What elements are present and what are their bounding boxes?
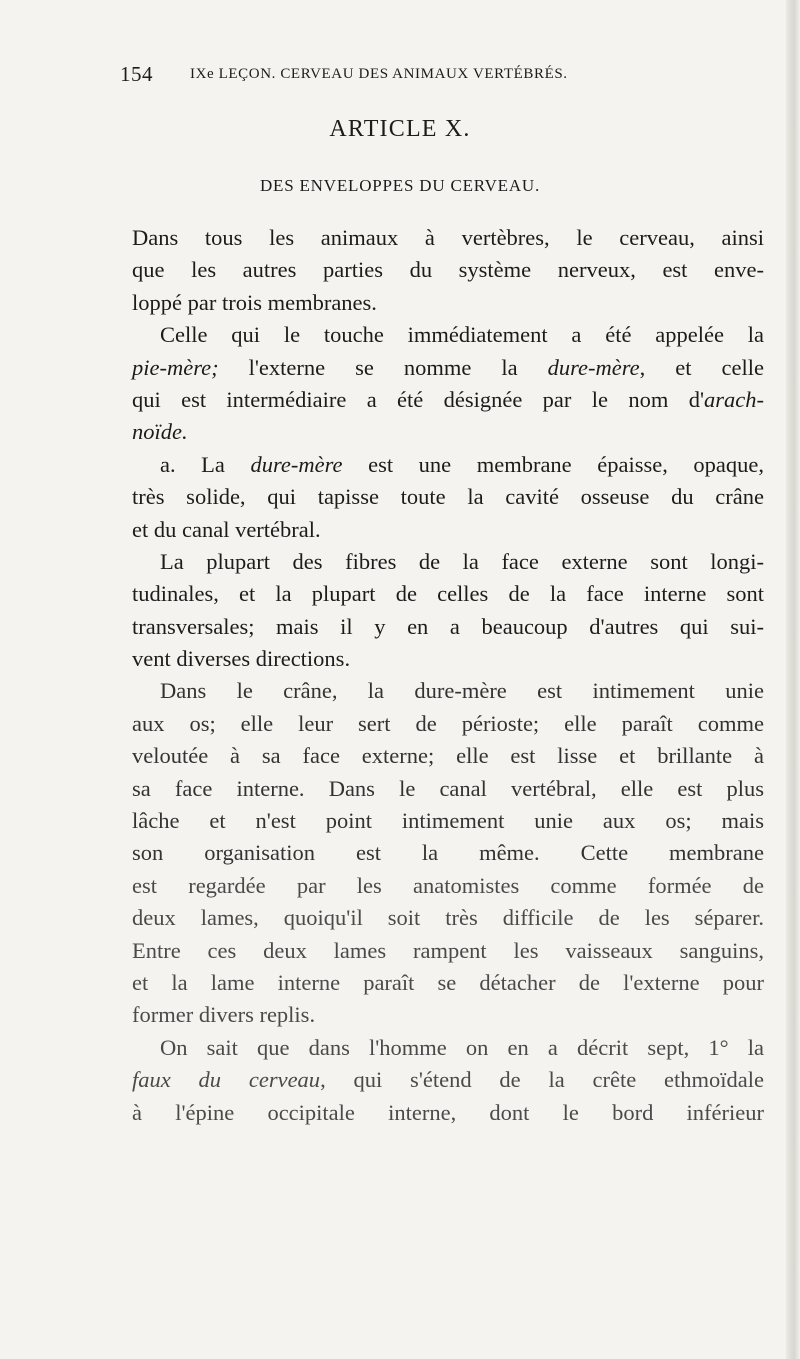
page-edge	[786, 0, 800, 1359]
page-number: 154	[120, 62, 153, 86]
text-line: tudinales, et la plupart de celles de la face interne sont	[132, 581, 764, 607]
text-line: vent diverses directions.	[132, 646, 351, 672]
text-line: Dans tous les animaux à vertèbres, le cerveau, ainsi	[132, 225, 764, 250]
italic-term: noïde.	[132, 419, 188, 445]
body-text	[132, 222, 764, 1129]
text-line: transversales; mais il y en a beaucoup d'autres qui sui-	[132, 613, 764, 639]
text-line: et du canal vertébral.	[132, 516, 321, 542]
italic-term: faux du cerveau	[132, 1067, 321, 1093]
text-line: que les autres parties du système nerveux, est enve-	[132, 257, 764, 283]
text-fragment: qui est intermédiaire a été désignée par le nom d'	[132, 386, 704, 412]
text-fragment: , qui s'étend de la crête ethmoïdale	[320, 1067, 764, 1093]
text-fragment: est une membrane épaisse, opaque,	[342, 451, 764, 477]
text-line: Entre ces deux lames rampent les vaisseaux sanguins,	[132, 937, 764, 963]
italic-term: dure-mère	[547, 354, 640, 380]
text-line: veloutée à sa face externe; elle est lisse et brillante à	[132, 743, 764, 769]
text-line	[132, 384, 764, 416]
italic-term: pie-mère;	[132, 354, 219, 380]
text-line: former divers replis.	[132, 1002, 316, 1028]
text-line: Dans le crâne, la dure-mère est intimement unie	[160, 678, 764, 704]
text-fragment: , et celle	[639, 354, 765, 380]
text-line: à l'épine occipitale interne, dont le bord inférieur	[132, 1099, 764, 1125]
text-line: sa face interne. Dans le canal vertébral, elle est plus	[132, 775, 764, 801]
text-line: aux os; elle leur sert de périoste; elle paraît comme	[132, 710, 764, 736]
text-line: lâche et n'est point intimement unie aux os; mais	[132, 808, 764, 834]
text-line	[132, 352, 764, 384]
article-title: ARTICLE X.	[329, 116, 471, 142]
italic-term: dure-mère	[250, 451, 343, 477]
text-line: deux lames, quoiqu'il soit très difficile de les séparer.	[132, 905, 764, 931]
text-line: son organisation est la même. Cette membrane	[132, 840, 764, 866]
text-line: La plupart des fibres de la face externe sont longi-	[160, 548, 764, 574]
text-line	[132, 1064, 764, 1096]
italic-term: arach-	[704, 386, 764, 412]
text-line	[132, 449, 764, 481]
text-line: très solide, qui tapisse toute la cavité osseuse du crâne	[132, 484, 764, 510]
text-line: et la lame interne paraît se détacher de l'externe pour	[132, 969, 764, 995]
running-head	[120, 62, 740, 92]
text-line: est regardée par les anatomistes comme formée de	[132, 872, 764, 898]
text-line: On sait que dans l'homme on en a décrit sept, 1° la	[160, 1034, 764, 1060]
running-title: IXe LEÇON. CERVEAU DES ANIMAUX VERTÉBRÉS.	[190, 66, 568, 82]
text-line	[132, 416, 764, 448]
section-title: DES ENVELOPPES DU CERVEAU.	[259, 176, 541, 195]
text-line: Celle qui le touche immédiatement a été appelée la	[160, 322, 764, 348]
text-fragment: a. La	[160, 451, 251, 477]
text-line: loppé par trois membranes.	[132, 289, 377, 315]
text-fragment: l'externe se nomme la	[218, 354, 548, 380]
